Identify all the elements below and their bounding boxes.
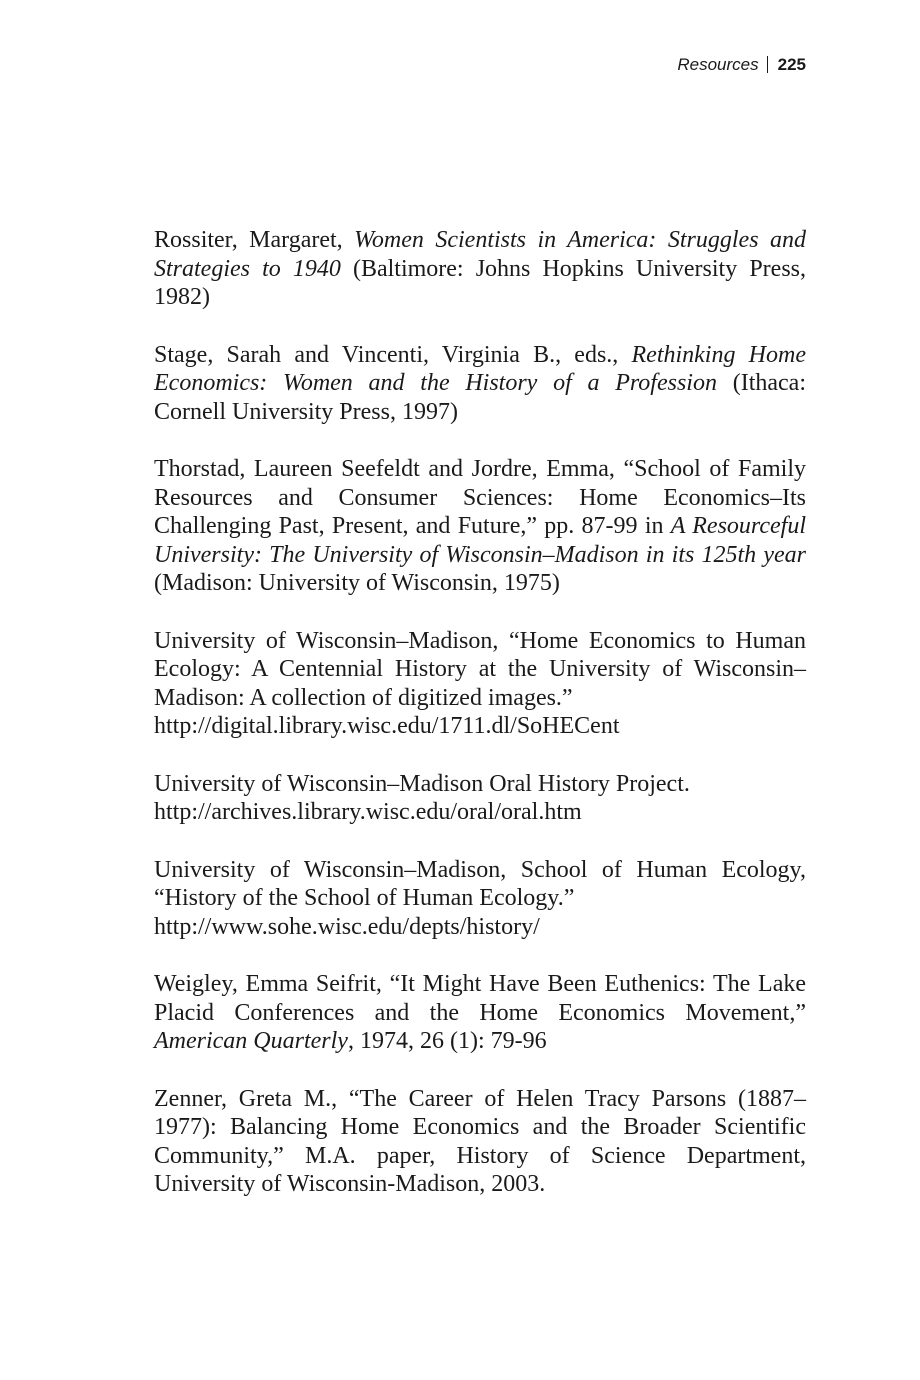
entry-publication-text: (Ithaca: Cornell University Press, 1997) [154,370,806,425]
header-divider [767,56,768,73]
entry-title: American Quarterly [154,1028,348,1054]
entry-text: University of Wisconsin–Madison Oral History Project. [154,770,690,797]
section-title: Resources [677,55,759,74]
reference-entry-uw-human-ecology [154,856,806,942]
entry-publication-text: (Baltimore: Johns Hopkins University Press, 1982) [154,255,806,310]
entry-publication-text: , 1974, 26 (1): 79-96 [347,1028,547,1054]
entry-author-text: Rossiter, Margaret, [154,227,355,253]
reference-entry-zenner [154,1085,806,1199]
entry-author-text: Thorstad, Laureen Seefeldt and Jordre, Emma, “School of Family Resources and Consumer Sciences: Home Economics–Its Challenging Past, Present, and Future,” pp. 87-99 in [154,456,806,539]
reference-entry-uw-home-economics [154,627,806,741]
entry-text: Zenner, Greta M., “The Career of Helen Tracy Parsons (1887–1977): Balancing Home Economics and the Broader Scientific Community,” M.A. paper, History of Science Department, University of Wisconsin-Madison, 2003. [154,1085,806,1197]
reference-entry-thorstad [154,455,806,598]
entry-title: Rethinking Home Economics: Women and the History of a Profession [154,341,806,396]
entry-title: A Resourceful University: The University of Wisconsin–Madison in its 125th year [154,513,807,568]
reference-entry-stage [154,341,806,427]
entry-text: University of Wisconsin–Madison, “Home Economics to Human Ecology: A Centennial History at the University of Wisconsin–Madison: A collection of digitized images.” [154,627,806,711]
page-number: 225 [777,55,806,74]
entry-author-text: Stage, Sarah and Vincenti, Virginia B., eds., [154,341,632,368]
entry-url: http://archives.library.wisc.edu/oral/oral.htm [154,799,582,825]
entry-text: University of Wisconsin–Madison, School of Human Ecology, “History of the School of Human Ecology.” [154,856,806,911]
entry-url: http://digital.library.wisc.edu/1711.dl/SoHECent [154,713,620,739]
reference-list [154,226,806,1228]
entry-title: Women Scientists in America: Struggles and Strategies to 1940 [154,227,806,282]
entry-publication-text: (Madison: University of Wisconsin, 1975) [154,570,560,596]
entry-url: http://www.sohe.wisc.edu/depts/history/ [154,913,540,940]
entry-author-text: Weigley, Emma Seifrit, “It Might Have Been Euthenics: The Lake Placid Conferences and the Home Economics Movement,” [154,971,806,1026]
reference-entry-rossiter [154,226,806,312]
running-header [677,54,806,76]
reference-entry-uw-oral-history [154,770,806,827]
reference-entry-weigley [154,970,806,1056]
